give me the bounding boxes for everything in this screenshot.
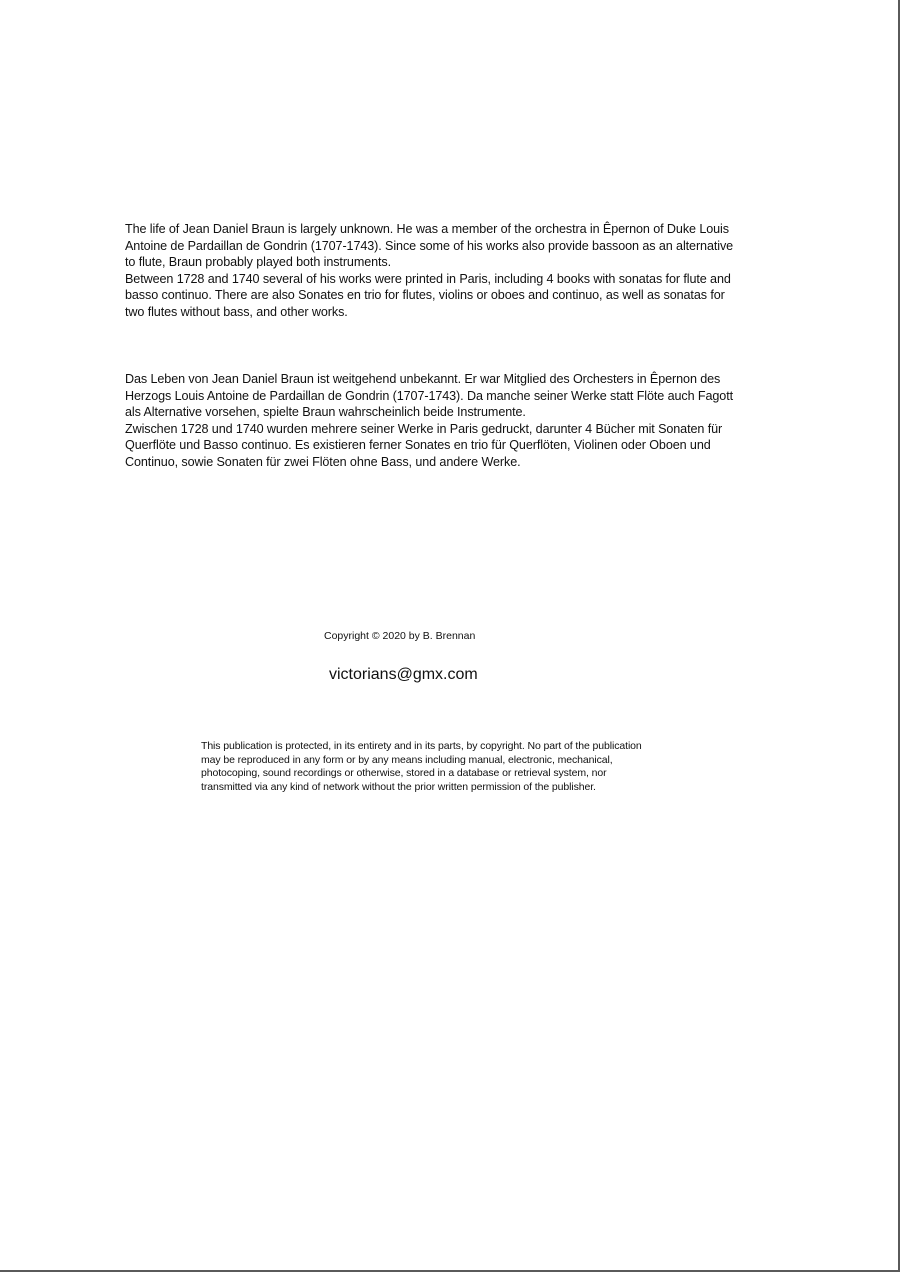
biography-german-paragraph-2: Zwischen 1728 und 1740 wurden mehrere seiner Werke in Paris gedruckt, darunter 4 Bücher mit Sonaten für Querflöte und Basso continuo. Es existieren ferner Sonates en trio für Querflöten, Violinen oder Oboen und Continuo, sowie Sonaten für zwei Flöten ohne Bass, und andere Werke. (125, 421, 723, 469)
biography-german-paragraph-1: Das Leben von Jean Daniel Braun ist weitgehend unbekannt. Er war Mitglied des Orchesters in Êpernon des Herzogs Louis Antoine de Pardaillan de Gondrin (1707-1743). Da manche seiner Werke statt Flöte auch Fagott als Alternative vorsehen, spielte Braun wahrscheinlich beide Instrumente. (125, 372, 734, 420)
biography-english-paragraph-1: The life of Jean Daniel Braun is largely unknown. He was a member of the orchestra in Êpernon of Duke Louis Antoine de Pardaillan de Gondrin (1707-1743). Since some of his works also provide bassoon as an alternative to flute, Braun probably played both instruments. (125, 222, 734, 270)
biography-english-paragraph-2: Between 1728 and 1740 several of his works were printed in Paris, including 4 books with sonatas for flute and basso continuo. There are also Sonates en trio for flutes, violins or oboes and continuo, as well as sonatas for two flutes without bass, and other works. (125, 271, 731, 319)
biography-german (125, 371, 735, 471)
contact-email: victorians@gmx.com (329, 666, 478, 683)
biography-english (125, 221, 735, 321)
legal-notice: This publication is protected, in its entirety and in its parts, by copyright. No part of the publication may be reproduced in any form or by any means including manual, electronic, mechanical, photocoping, sound recordings or otherwise, stored in a database or retrieval system, nor transmitted via any kind of network without the prior written permission of the publisher. (201, 740, 642, 793)
copyright-line: Copyright © 2020 by B. Brennan (324, 630, 476, 642)
